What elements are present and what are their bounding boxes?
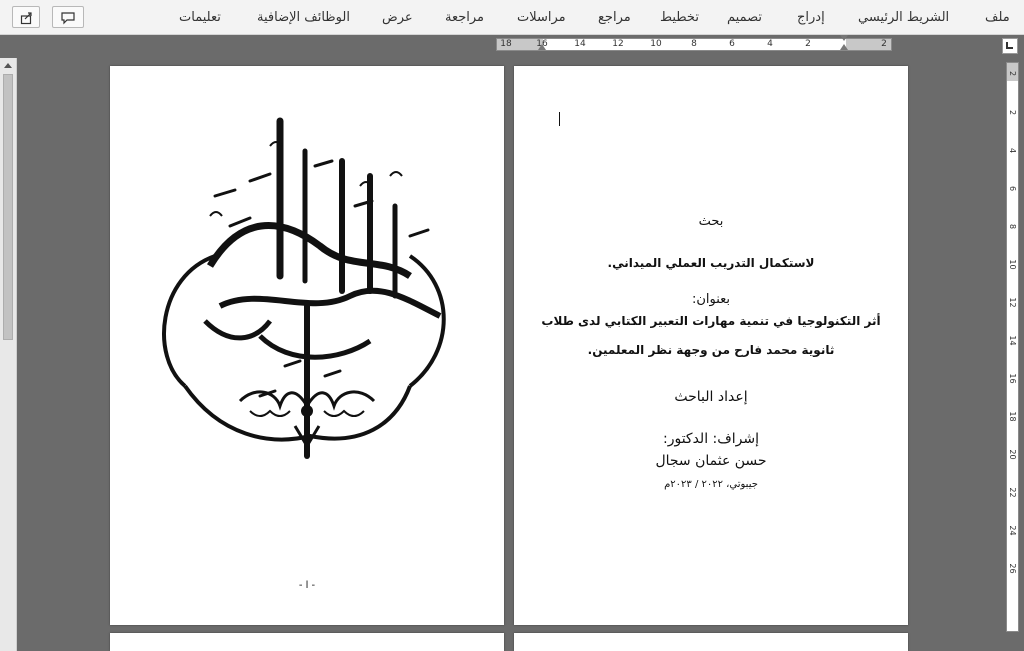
purpose-text[interactable]: لاستكمال التدريب العملي الميداني. (607, 256, 815, 270)
ruler-tick: 2 (1008, 109, 1017, 116)
ruler-tick: 20 (1008, 449, 1017, 460)
ruler-tick: 12 (612, 39, 624, 49)
ruler-tick: 8 (691, 39, 697, 49)
ruler-tick: 14 (574, 39, 586, 49)
vertical-ruler[interactable] (1006, 62, 1019, 632)
supervision-label[interactable]: إشراف: الدكتور: (662, 431, 760, 447)
tab-layout[interactable]: تخطيط (660, 10, 699, 25)
ribbon-tabs-bar (0, 0, 1024, 35)
scroll-up-arrow-icon[interactable] (4, 63, 12, 68)
scrollbar-thumb[interactable] (3, 74, 13, 340)
horizontal-ruler[interactable] (496, 38, 892, 51)
share-icon (20, 11, 34, 25)
ruler-tick: 4 (1008, 147, 1017, 154)
ruler-tick: 18 (500, 39, 512, 49)
share-button[interactable] (12, 6, 40, 28)
ruler-tick: 8 (1008, 223, 1017, 230)
subject-label[interactable]: بعنوان: (691, 292, 731, 307)
ruler-tick: 2 (805, 39, 811, 49)
ruler-tick: 10 (650, 39, 662, 49)
ruler-tick: 6 (729, 39, 735, 49)
ruler-tick: 2 (1008, 70, 1017, 77)
ruler-tick: 18 (1008, 411, 1017, 422)
ruler-tick: 6 (1008, 185, 1017, 192)
ruler-tick: 14 (1008, 335, 1017, 346)
tab-file[interactable]: ملف (985, 10, 1010, 25)
comments-button[interactable] (52, 6, 84, 28)
tab-design[interactable]: تصميم (727, 10, 762, 25)
page-number: - ا - (298, 580, 316, 591)
left-indent-marker[interactable] (538, 44, 546, 50)
tab-review[interactable]: مراجعة (445, 10, 485, 25)
tab-mailings[interactable]: مراسلات (517, 10, 566, 25)
ruler-tick: 16 (536, 39, 548, 49)
subject-line-1[interactable]: أثر التكنولوجيا في تنمية مهارات التعبير الكتابي لدى طلاب (541, 314, 881, 328)
tab-references[interactable]: مراجع (598, 10, 631, 25)
tab-selector-button[interactable] (1002, 38, 1018, 54)
subject-line-2[interactable]: ثانوية محمد فارح من وجهة نظر المعلمين. (587, 343, 835, 357)
ruler-tick: 2 (881, 39, 887, 49)
comment-icon (60, 11, 76, 25)
vertical-scrollbar[interactable] (0, 58, 17, 651)
ruler-tick: 10 (1008, 259, 1017, 270)
prepared-by-text[interactable]: إعداد الباحث (674, 389, 748, 405)
tab-insert[interactable]: إدراج (797, 10, 825, 25)
tab-help[interactable]: تعليمات (179, 10, 221, 25)
hanging-indent-marker[interactable] (840, 44, 848, 50)
page-next-right[interactable] (514, 633, 908, 651)
tab-add-ins[interactable]: الوظائف الإضافية (257, 10, 350, 25)
ruler-tick: 26 (1008, 563, 1017, 574)
tab-view[interactable]: عرض (382, 10, 413, 25)
supervisor-name[interactable]: حسن عثمان سجال (655, 453, 767, 469)
basmala-calligraphy-image (110, 106, 504, 526)
date-line[interactable]: جيبوتي، ٢٠٢٢ / ٢٠٢٣م (664, 479, 758, 490)
page-right[interactable] (514, 66, 908, 625)
page-next-left[interactable] (110, 633, 504, 651)
page-left[interactable] (110, 66, 504, 625)
tab-home[interactable]: الشريط الرئيسي (858, 10, 950, 25)
text-cursor (559, 112, 560, 126)
ruler-tick: 16 (1008, 373, 1017, 384)
title-text[interactable]: بحث (698, 214, 724, 229)
ruler-tick: 24 (1008, 525, 1017, 536)
ruler-tick: 12 (1008, 297, 1017, 308)
first-line-indent-marker[interactable] (840, 35, 848, 41)
ruler-tick: 22 (1008, 487, 1017, 498)
ruler-tick: 4 (767, 39, 773, 49)
ruler-row (0, 35, 1024, 55)
